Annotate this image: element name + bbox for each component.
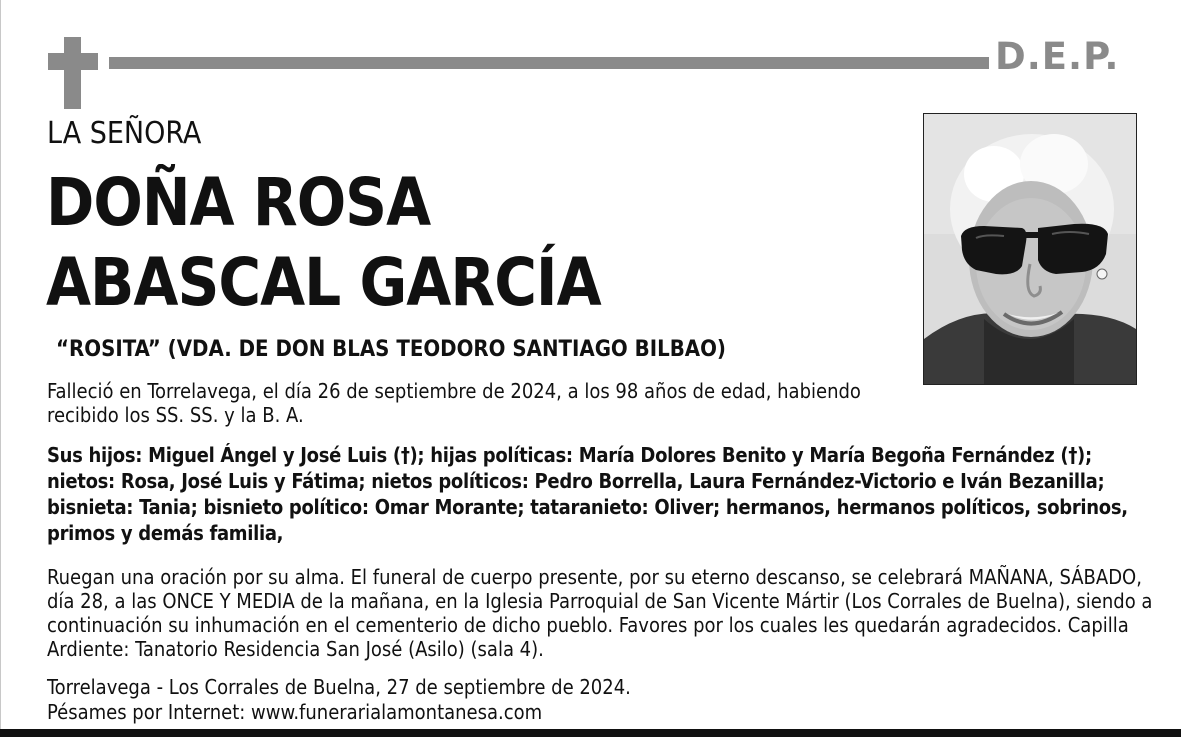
dep-label: D.E.P. bbox=[995, 35, 1120, 78]
deceased-name-line2: ABASCAL GARCÍA bbox=[46, 244, 601, 321]
deceased-subtitle: “ROSITA” (VDA. DE DON BLAS TEODORO SANTIAGO BILBAO) bbox=[56, 337, 726, 362]
death-notice: Falleció en Torrelavega, el día 26 de septiembre de 2024, a los 98 años de edad, habiendo recibido los SS. SS. y la B. A. bbox=[47, 379, 861, 427]
page-edge bbox=[0, 0, 1, 737]
condolences-web: Pésames por Internet: www.funerarialamontanesa.com bbox=[47, 700, 543, 724]
portrait-image bbox=[924, 114, 1136, 384]
deceased-portrait bbox=[923, 113, 1137, 385]
family-list: Sus hijos: Miguel Ángel y José Luis (†); hijas políticas: María Dolores Benito y María Begoña Fernández (†); nietos: Rosa, José Luis y Fátima; nietos políticos: Pedro Borrella, Laura Fernández-Victorio e Iván Bezanilla; bisnieta: Tania; bisnieto político: Omar Morante; tataranieto: Oliver; hermanos, hermanos políticos, sobrinos, primos y demás familia, bbox=[47, 443, 1128, 545]
deceased-name-line1: DOÑA ROSA bbox=[46, 164, 431, 241]
cross-horizontal-bar bbox=[48, 53, 98, 70]
cross-vertical-bar bbox=[64, 37, 81, 109]
funeral-details: Ruegan una oración por su alma. El funeral de cuerpo presente, por su eterno descanso, se celebrará MAÑANA, SÁBADO, día 28, a las ONCE Y MEDIA de la mañana, en la Iglesia Parroquial de San Vicente Mártir (Los Corrales de Buelna), siendo a continuación su inhumación en el cementerio de dicho pueblo. Favores por los cuales les quedarán agradecidos. Capilla Ardiente: Tanatorio Residencia San José (Asilo) (sala 4). bbox=[47, 565, 1153, 661]
deceased-prefix: LA SEÑORA bbox=[47, 116, 202, 151]
bottom-border bbox=[0, 729, 1181, 737]
header-rule bbox=[109, 57, 989, 69]
place-date: Torrelavega - Los Corrales de Buelna, 27 de septiembre de 2024. bbox=[47, 675, 631, 699]
